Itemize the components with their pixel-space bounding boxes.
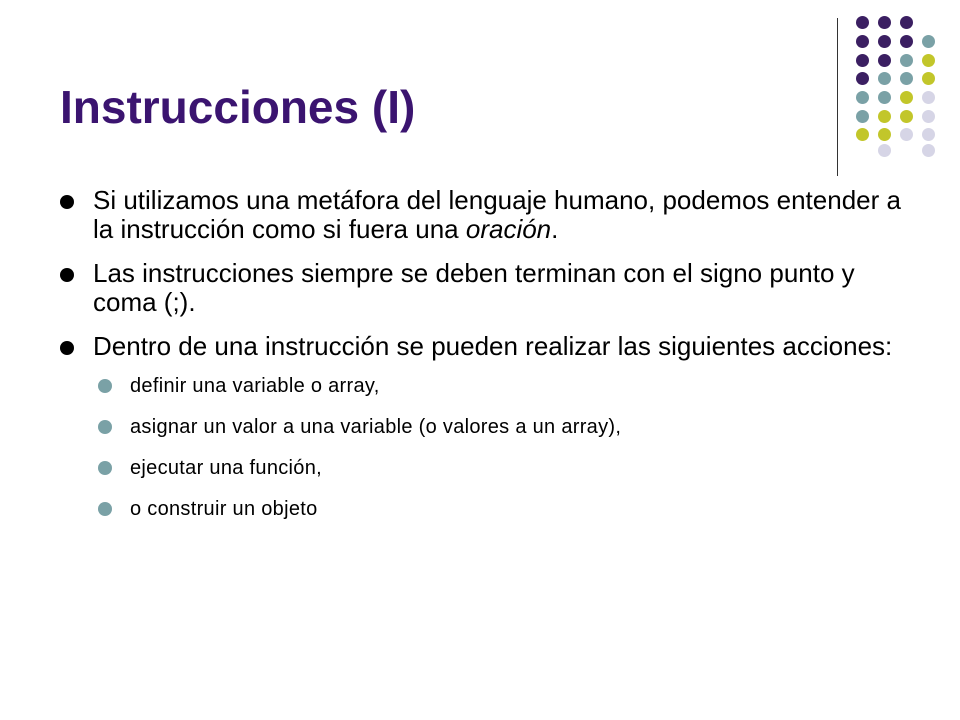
decorative-dot (878, 110, 891, 123)
decorative-dot (878, 35, 891, 48)
decorative-dot (878, 128, 891, 141)
decorative-dot (922, 110, 935, 123)
decorative-dot (900, 16, 913, 29)
bullet-item (60, 259, 920, 317)
bullet-text-end: . (551, 214, 559, 244)
bullet-item (60, 332, 920, 520)
sub-bullet-item: asignar un valor a una variable (o valores a un array), (60, 416, 920, 438)
bullet-list (60, 186, 920, 539)
decorative-dot (922, 144, 935, 157)
decorative-dot (878, 72, 891, 85)
decorative-dot (856, 128, 869, 141)
decorative-dot (922, 35, 935, 48)
decorative-dot (878, 144, 891, 157)
decorative-dot (900, 128, 913, 141)
sub-bullet-list (60, 375, 920, 520)
sub-bullet-item: definir una variable o array, (60, 375, 920, 397)
sub-bullet-item: o construir un objeto (60, 498, 920, 520)
decorative-dot (856, 72, 869, 85)
decorative-dot (878, 16, 891, 29)
bullet-text: Dentro de una instrucción se pueden realizar las siguientes acciones: (93, 331, 893, 361)
decorative-dot (900, 91, 913, 104)
decorative-dot (900, 110, 913, 123)
decorative-dot (856, 110, 869, 123)
decorative-dot (922, 54, 935, 67)
bullet-item (60, 186, 920, 244)
decorative-dot (900, 54, 913, 67)
decorative-dot (900, 35, 913, 48)
decorative-dot (922, 72, 935, 85)
decorative-dot (922, 128, 935, 141)
vertical-divider (837, 18, 838, 176)
decorative-dot (900, 72, 913, 85)
slide-title: Instrucciones (I) (60, 81, 416, 133)
decorative-dot (878, 54, 891, 67)
decorative-dot (922, 91, 935, 104)
decorative-dot (856, 35, 869, 48)
decorative-dot (856, 54, 869, 67)
sub-bullet-item: ejecutar una función, (60, 457, 920, 479)
decorative-dot (878, 91, 891, 104)
decorative-dot (856, 91, 869, 104)
bullet-emphasis: oración (465, 214, 552, 244)
decorative-dot (856, 16, 869, 29)
bullet-text: Si utilizamos una metáfora del lenguaje humano, podemos entender a la instrucción como si fuera una (93, 185, 901, 244)
bullet-text: Las instrucciones siempre se deben terminan con el signo punto y coma (;). (93, 258, 855, 317)
